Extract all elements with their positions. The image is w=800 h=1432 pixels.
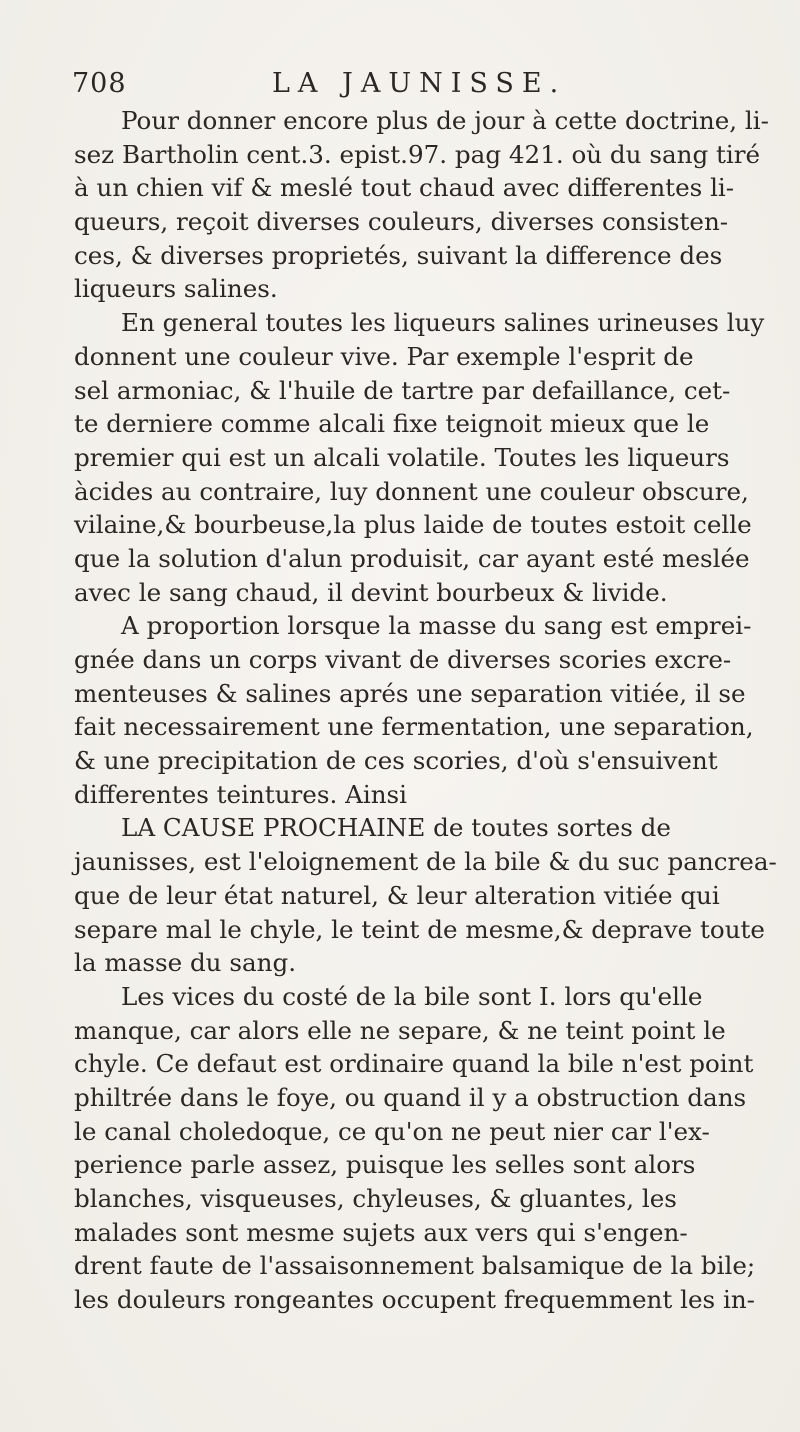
text-line: premier qui est un alcali volatile. Toutes les liqueurs (74, 442, 730, 472)
text-line: liqueurs salines. (74, 274, 278, 304)
text-line: A proportion lorsque la masse du sang est emprei- (121, 611, 752, 641)
text-line: manque, car alors elle ne separe, & ne teint point le (74, 1015, 726, 1045)
text-line: que de leur état naturel, & leur alteration vitiée qui (74, 880, 720, 910)
text-line: blanches, visqueuses, chyleuses, & gluantes, les (74, 1184, 677, 1213)
body-text (74, 104, 777, 1317)
text-line: sez Bartholin cent.3. epist.97. pag 421. où du sang tiré (74, 139, 761, 169)
text-line: Pour donner encore plus de jour à cette doctrine, li- (121, 106, 769, 135)
text-line: LA CAUSE PROCHAINE de toutes sortes de (121, 813, 671, 843)
running-title: LA JAUNISSE. (272, 68, 567, 99)
text-line: avec le sang chaud, il devint bourbeux & livide. (74, 577, 668, 607)
text-line: differentes teintures. Ainsi (74, 779, 408, 809)
text-line: jaunisses, est l'eloignement de la bile & du suc pancrea- (74, 847, 777, 877)
text-line: que la solution d'alun produisit, car ayant esté meslée (74, 543, 750, 573)
text-line: Les vices du costé de la bile sont I. lors qu'elle (121, 981, 703, 1011)
text-line: la masse du sang. (74, 948, 297, 978)
text-line: à un chien vif & meslé tout chaud avec differentes li- (74, 173, 735, 203)
text-line: chyle. Ce defaut est ordinaire quand la bile n'est point (74, 1049, 754, 1079)
text-line: ces, & diverses proprietés, suivant la difference des (74, 240, 723, 270)
text-line: sel armoniac, & l'huile de tartre par defaillance, cet- (74, 375, 731, 405)
text-line: philtrée dans le foye, ou quand il y a obstruction dans (74, 1082, 747, 1112)
text-line: perience parle assez, puisque les selles sont alors (74, 1150, 696, 1180)
text-line: En general toutes les liqueurs salines urineuses luy (121, 308, 765, 338)
text-line: donnent une couleur vive. Par exemple l'esprit de (74, 341, 694, 371)
text-line: separe mal le chyle, le teint de mesme,& deprave toute (74, 914, 765, 944)
text-line: vilaine,& bourbeuse,la plus laide de toutes estoit celle (74, 510, 752, 540)
text-line: & une precipitation de ces scories, d'où s'ensuivent (74, 746, 718, 776)
text-line: menteuses & salines aprés une separation vitiée, il se (74, 678, 746, 708)
page-number: 708 (72, 68, 127, 99)
text-line: malades sont mesme sujets aux vers qui s'engen- (74, 1217, 688, 1247)
text-line: àcides au contraire, luy donnent une couleur obscure, (74, 476, 749, 506)
text-line: queurs, reçoit diverses couleurs, diverses consisten- (74, 207, 729, 237)
text-line: gnée dans un corps vivant de diverses scories excre- (74, 645, 732, 674)
text-line: le canal choledoque, ce qu'on ne peut nier car l'ex- (74, 1116, 710, 1146)
text-line: te derniere comme alcali fixe teignoit mieux que le (74, 409, 710, 439)
text-line: les douleurs rongeantes occupent frequemment les in- (74, 1285, 755, 1315)
text-line: fait necessairement une fermentation, une separation, (74, 712, 754, 742)
text-line: drent faute de l'assaisonnement balsamique de la bile; (74, 1251, 756, 1281)
